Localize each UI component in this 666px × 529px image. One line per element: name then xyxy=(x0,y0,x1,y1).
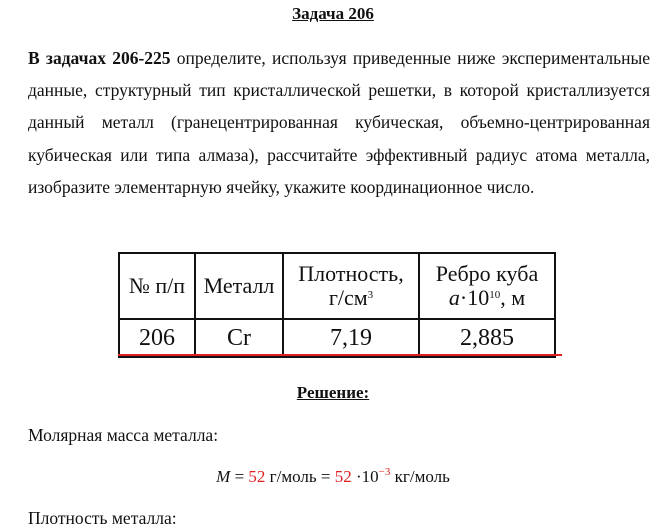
header-num: № п/п xyxy=(119,253,195,319)
task-range: В задачах 206-225 xyxy=(28,48,171,68)
molar-mass-formula: M = 52 г/моль = $52 \cdot 10^{-3}$ кг/моль xyxy=(216,466,450,486)
spellcheck-underline xyxy=(118,354,562,356)
formula-value-1: 52 xyxy=(248,467,266,486)
formula-var: M xyxy=(216,467,231,486)
cell-num: 206 xyxy=(119,319,195,357)
header-density-title: Плотность, xyxy=(298,261,404,286)
header-density-unit: $г/см^3$ xyxy=(328,285,374,310)
table-row xyxy=(119,319,555,357)
molar-mass-label: Молярная масса металла: xyxy=(28,425,219,445)
density-label: Плотность металла: xyxy=(28,508,177,528)
task-description xyxy=(28,42,650,203)
cell-edge: 2,885 xyxy=(419,319,555,357)
solution-heading: Решение: xyxy=(296,383,370,402)
cell-metal: Cr xyxy=(195,319,283,357)
formula-exp: −3 xyxy=(378,466,391,478)
data-table xyxy=(118,252,556,358)
header-density xyxy=(283,253,419,319)
task-title: Задача 206 xyxy=(292,4,374,23)
table-header-row xyxy=(119,253,555,319)
task-text: определите, используя приведенные ниже экспериментальные данные, структурный тип кристаллической решетки, в которой кристаллизуется данный металл (гранецентрированная кубическая, объемно-центрированная кубическая или типа алмаза), рассчитайте эффективный радиус атома металла, изобразите элементарную ячейку, укажите координационное число. xyxy=(28,48,651,197)
header-edge-unit: $a\cdot 10^{10}$, м xyxy=(448,285,526,310)
formula-value-2: 52 xyxy=(334,467,352,486)
cell-density: 7,19 xyxy=(283,319,419,357)
header-metal: Металл xyxy=(195,253,283,319)
header-edge xyxy=(419,253,555,319)
header-edge-title: Ребро куба xyxy=(435,261,539,286)
